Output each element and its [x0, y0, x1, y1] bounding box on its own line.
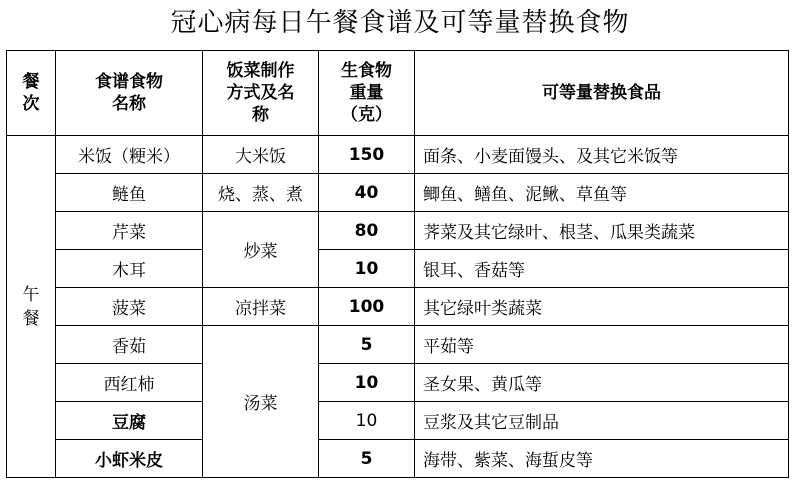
header-row: [7, 51, 789, 136]
header-meal: 餐 次: [7, 51, 56, 136]
table-row: [7, 212, 789, 250]
weight-cell: 10: [319, 402, 415, 440]
page-title: 冠心病每日午餐食谱及可等量替换食物: [170, 8, 630, 38]
table-row: [7, 288, 789, 326]
weight-cell: 80: [319, 212, 415, 250]
method-cell: 大米饭: [203, 136, 319, 174]
substitute-cell: 鲫鱼、鳝鱼、泥鳅、草鱼等: [415, 174, 789, 212]
header-substitute: 可等量替换食品: [415, 51, 789, 136]
method-cell: 凉拌菜: [203, 288, 319, 326]
weight-cell: 10: [319, 364, 415, 402]
substitute-cell: 面条、小麦面馒头、及其它米饭等: [415, 136, 789, 174]
food-cell: 小虾米皮: [56, 440, 203, 478]
weight-cell: 100: [319, 288, 415, 326]
substitute-cell: 圣女果、黄瓜等: [415, 364, 789, 402]
substitute-cell: 海带、紫菜、海蜇皮等: [415, 440, 789, 478]
meal-cell: 午 餐: [7, 136, 56, 478]
substitute-cell: 平茹等: [415, 326, 789, 364]
food-cell: 菠菜: [56, 288, 203, 326]
table-row: [7, 326, 789, 364]
recipe-table: [6, 50, 789, 478]
food-cell: 芹菜: [56, 212, 203, 250]
header-method: 饭菜制作 方式及名 称: [203, 51, 319, 136]
method-cell: 炒菜: [203, 212, 319, 288]
table-row: [7, 174, 789, 212]
table-row: [7, 250, 789, 288]
food-cell: 香茹: [56, 326, 203, 364]
weight-cell: 150: [319, 136, 415, 174]
method-cell: 烧、蒸、煮: [203, 174, 319, 212]
weight-cell: 10: [319, 250, 415, 288]
header-food: 食谱食物 名称: [56, 51, 203, 136]
table-row: [7, 440, 789, 478]
weight-cell: 5: [319, 326, 415, 364]
food-cell: 木耳: [56, 250, 203, 288]
substitute-cell: 银耳、香菇等: [415, 250, 789, 288]
table-row: [7, 402, 789, 440]
food-cell: 米饭（粳米）: [56, 136, 203, 174]
substitute-cell: 荠菜及其它绿叶、根茎、瓜果类蔬菜: [415, 212, 789, 250]
method-cell: 汤菜: [203, 326, 319, 478]
substitute-cell: 其它绿叶类蔬菜: [415, 288, 789, 326]
weight-cell: 40: [319, 174, 415, 212]
weight-cell: 5: [319, 440, 415, 478]
food-cell: 西红柿: [56, 364, 203, 402]
table-row: [7, 136, 789, 174]
food-cell: 豆腐: [56, 402, 203, 440]
substitute-cell: 豆浆及其它豆制品: [415, 402, 789, 440]
header-weight: 生食物 重量 （克）: [319, 51, 415, 136]
food-cell: 鲢鱼: [56, 174, 203, 212]
table-row: [7, 364, 789, 402]
